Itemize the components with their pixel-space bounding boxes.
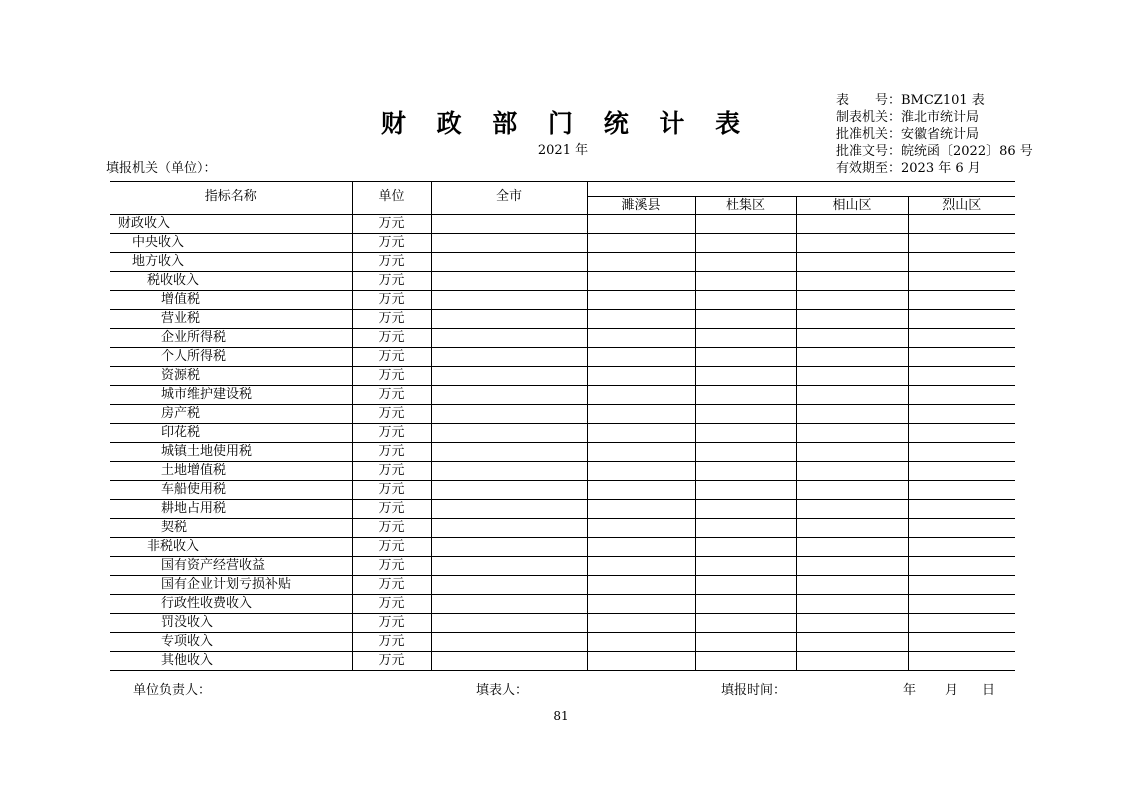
city-value-cell[interactable] (431, 462, 587, 481)
district-value-cell-suixi[interactable] (587, 234, 695, 253)
unit-cell: 万元 (352, 595, 431, 614)
table-row (110, 234, 1015, 253)
reporting-unit-label: 填报机关（单位）： (106, 161, 217, 176)
district-value-cell-lieshan[interactable] (908, 405, 1015, 424)
indicator-name-cell: 土地增值税 (110, 462, 352, 481)
city-value-cell[interactable] (431, 538, 587, 557)
meta-approving-agency: 批准机关：安徽省统计局 (836, 127, 980, 142)
table-row (110, 348, 1015, 367)
district-value-cell-suixi[interactable] (587, 405, 695, 424)
year-label: 年 (903, 683, 917, 698)
header-unit: 单位 (352, 182, 431, 215)
district-value-cell-lieshan[interactable] (908, 519, 1015, 538)
indicator-name-cell: 营业税 (110, 310, 352, 329)
meta-approval-document: 批准文号：皖统函〔2022〕86 号 (836, 144, 1033, 159)
district-value-cell-xiangshan[interactable] (796, 481, 908, 500)
table-row (110, 614, 1015, 633)
district-value-cell-suixi[interactable] (587, 386, 695, 405)
district-value-cell-lieshan[interactable] (908, 348, 1015, 367)
table-row (110, 500, 1015, 519)
filler-label: 填表人： (476, 683, 529, 698)
district-value-cell-duji[interactable] (695, 538, 796, 557)
district-value-cell-duji[interactable] (695, 481, 796, 500)
district-value-cell-duji[interactable] (695, 443, 796, 462)
district-value-cell-lieshan[interactable] (908, 481, 1015, 500)
city-value-cell[interactable] (431, 633, 587, 652)
city-value-cell[interactable] (431, 215, 587, 234)
district-value-cell-duji[interactable] (695, 500, 796, 519)
unit-cell: 万元 (352, 272, 431, 291)
fill-time-label: 填报时间： (721, 683, 787, 698)
district-value-cell-duji[interactable] (695, 424, 796, 443)
indicator-name-cell: 耕地占用税 (110, 500, 352, 519)
table-row (110, 405, 1015, 424)
district-value-cell-duji[interactable] (695, 253, 796, 272)
district-value-cell-duji[interactable] (695, 386, 796, 405)
district-value-cell-lieshan[interactable] (908, 595, 1015, 614)
district-value-cell-suixi[interactable] (587, 614, 695, 633)
district-value-cell-suixi[interactable] (587, 595, 695, 614)
indicator-name-cell: 城市维护建设税 (110, 386, 352, 405)
district-value-cell-suixi[interactable] (587, 291, 695, 310)
district-value-cell-suixi[interactable] (587, 500, 695, 519)
district-value-cell-xiangshan[interactable] (796, 253, 908, 272)
district-value-cell-lieshan[interactable] (908, 215, 1015, 234)
district-value-cell-duji[interactable] (695, 519, 796, 538)
district-value-cell-xiangshan[interactable] (796, 538, 908, 557)
city-value-cell[interactable] (431, 614, 587, 633)
district-value-cell-xiangshan[interactable] (796, 310, 908, 329)
day-label: 日 (982, 683, 996, 698)
indicator-name-cell: 个人所得税 (110, 348, 352, 367)
district-value-cell-duji[interactable] (695, 215, 796, 234)
table-row (110, 215, 1015, 234)
statistics-table (110, 181, 1015, 671)
indicator-name-cell: 资源税 (110, 367, 352, 386)
unit-cell: 万元 (352, 367, 431, 386)
city-value-cell[interactable] (431, 481, 587, 500)
district-value-cell-suixi[interactable] (587, 557, 695, 576)
district-value-cell-xiangshan[interactable] (796, 595, 908, 614)
district-value-cell-suixi[interactable] (587, 310, 695, 329)
unit-cell: 万元 (352, 253, 431, 272)
table-row (110, 595, 1015, 614)
table-row (110, 481, 1015, 500)
district-value-cell-duji[interactable] (695, 329, 796, 348)
district-value-cell-suixi[interactable] (587, 272, 695, 291)
district-value-cell-lieshan[interactable] (908, 272, 1015, 291)
table-row (110, 272, 1015, 291)
district-value-cell-lieshan[interactable] (908, 652, 1015, 671)
table-row (110, 291, 1015, 310)
district-value-cell-duji[interactable] (695, 614, 796, 633)
district-value-cell-suixi[interactable] (587, 424, 695, 443)
district-value-cell-duji[interactable] (695, 652, 796, 671)
district-value-cell-duji[interactable] (695, 310, 796, 329)
table-row (110, 386, 1015, 405)
indicator-name-cell: 财政收入 (110, 215, 352, 234)
table-row (110, 633, 1015, 652)
district-value-cell-suixi[interactable] (587, 215, 695, 234)
header-indicator: 指标名称 (110, 182, 352, 215)
district-value-cell-xiangshan[interactable] (796, 424, 908, 443)
unit-cell: 万元 (352, 424, 431, 443)
table-row (110, 538, 1015, 557)
unit-cell: 万元 (352, 348, 431, 367)
unit-cell: 万元 (352, 481, 431, 500)
district-value-cell-lieshan[interactable] (908, 614, 1015, 633)
header-district-xiangshan: 相山区 (796, 197, 908, 215)
district-value-cell-lieshan[interactable] (908, 424, 1015, 443)
district-value-cell-xiangshan[interactable] (796, 652, 908, 671)
district-value-cell-suixi[interactable] (587, 367, 695, 386)
district-value-cell-duji[interactable] (695, 557, 796, 576)
district-value-cell-duji[interactable] (695, 234, 796, 253)
unit-cell: 万元 (352, 614, 431, 633)
table-row (110, 443, 1015, 462)
district-value-cell-xiangshan[interactable] (796, 386, 908, 405)
district-value-cell-duji[interactable] (695, 595, 796, 614)
city-value-cell[interactable] (431, 253, 587, 272)
district-value-cell-xiangshan[interactable] (796, 234, 908, 253)
header-district-suixi: 濉溪县 (587, 197, 695, 215)
district-value-cell-xiangshan[interactable] (796, 329, 908, 348)
district-value-cell-suixi[interactable] (587, 443, 695, 462)
indicator-name-cell: 增值税 (110, 291, 352, 310)
city-value-cell[interactable] (431, 576, 587, 595)
district-value-cell-xiangshan[interactable] (796, 215, 908, 234)
district-value-cell-xiangshan[interactable] (796, 405, 908, 424)
table-row (110, 310, 1015, 329)
unit-cell: 万元 (352, 310, 431, 329)
unit-cell: 万元 (352, 291, 431, 310)
unit-cell: 万元 (352, 386, 431, 405)
indicator-name-cell: 印花税 (110, 424, 352, 443)
table-row (110, 329, 1015, 348)
table-row (110, 462, 1015, 481)
city-value-cell[interactable] (431, 424, 587, 443)
indicator-name-cell: 国有企业计划亏损补贴 (110, 576, 352, 595)
district-value-cell-xiangshan[interactable] (796, 462, 908, 481)
indicator-name-cell: 国有资产经营收益 (110, 557, 352, 576)
month-label: 月 (945, 683, 959, 698)
city-value-cell[interactable] (431, 519, 587, 538)
city-value-cell[interactable] (431, 386, 587, 405)
city-value-cell[interactable] (431, 310, 587, 329)
district-value-cell-duji[interactable] (695, 348, 796, 367)
district-value-cell-xiangshan[interactable] (796, 576, 908, 595)
meta-issuing-agency: 制表机关：淮北市统计局 (836, 110, 980, 125)
unit-cell: 万元 (352, 633, 431, 652)
table-row (110, 557, 1015, 576)
district-value-cell-duji[interactable] (695, 405, 796, 424)
unit-cell: 万元 (352, 462, 431, 481)
district-value-cell-lieshan[interactable] (908, 500, 1015, 519)
unit-cell: 万元 (352, 519, 431, 538)
district-value-cell-xiangshan[interactable] (796, 519, 908, 538)
indicator-name-cell: 罚没收入 (110, 614, 352, 633)
district-value-cell-lieshan[interactable] (908, 633, 1015, 652)
district-value-cell-duji[interactable] (695, 272, 796, 291)
district-value-cell-lieshan[interactable] (908, 386, 1015, 405)
meta-valid-until: 有效期至：2023 年 6 月 (836, 161, 981, 176)
meta-form-number: 表 号：BMCZ101 表 (836, 93, 985, 108)
indicator-name-cell: 地方收入 (110, 253, 352, 272)
district-value-cell-suixi[interactable] (587, 462, 695, 481)
table-row (110, 576, 1015, 595)
unit-cell: 万元 (352, 215, 431, 234)
district-value-cell-duji[interactable] (695, 633, 796, 652)
indicator-name-cell: 中央收入 (110, 234, 352, 253)
table-row (110, 253, 1015, 272)
city-value-cell[interactable] (431, 291, 587, 310)
indicator-name-cell: 专项收入 (110, 633, 352, 652)
district-value-cell-xiangshan[interactable] (796, 614, 908, 633)
district-value-cell-suixi[interactable] (587, 481, 695, 500)
header-district-group (587, 182, 1015, 197)
district-value-cell-xiangshan[interactable] (796, 443, 908, 462)
indicator-name-cell: 车船使用税 (110, 481, 352, 500)
indicator-name-cell: 行政性收费收入 (110, 595, 352, 614)
district-value-cell-lieshan[interactable] (908, 234, 1015, 253)
table-row (110, 652, 1015, 671)
district-value-cell-duji[interactable] (695, 291, 796, 310)
indicator-name-cell: 其他收入 (110, 652, 352, 671)
district-value-cell-duji[interactable] (695, 576, 796, 595)
district-value-cell-duji[interactable] (695, 367, 796, 386)
page-number: 81 (553, 709, 569, 723)
form-title: 财 政 部 门 统 计 表 (380, 109, 752, 138)
city-value-cell[interactable] (431, 595, 587, 614)
district-value-cell-xiangshan[interactable] (796, 291, 908, 310)
header-district-duji: 杜集区 (695, 197, 796, 215)
district-value-cell-suixi[interactable] (587, 538, 695, 557)
district-value-cell-lieshan[interactable] (908, 253, 1015, 272)
table-row (110, 367, 1015, 386)
table-row (110, 424, 1015, 443)
city-value-cell[interactable] (431, 405, 587, 424)
header-district-lieshan: 烈山区 (908, 197, 1015, 215)
indicator-name-cell: 城镇土地使用税 (110, 443, 352, 462)
district-value-cell-lieshan[interactable] (908, 291, 1015, 310)
indicator-name-cell: 税收收入 (110, 272, 352, 291)
district-value-cell-lieshan[interactable] (908, 310, 1015, 329)
city-value-cell[interactable] (431, 652, 587, 671)
district-value-cell-lieshan[interactable] (908, 367, 1015, 386)
district-value-cell-xiangshan[interactable] (796, 633, 908, 652)
unit-cell: 万元 (352, 576, 431, 595)
city-value-cell[interactable] (431, 329, 587, 348)
district-value-cell-xiangshan[interactable] (796, 348, 908, 367)
report-year: 2021 年 (537, 143, 589, 158)
district-value-cell-suixi[interactable] (587, 348, 695, 367)
city-value-cell[interactable] (431, 348, 587, 367)
unit-cell: 万元 (352, 443, 431, 462)
district-value-cell-xiangshan[interactable] (796, 272, 908, 291)
unit-cell: 万元 (352, 329, 431, 348)
district-value-cell-xiangshan[interactable] (796, 557, 908, 576)
indicator-name-cell: 企业所得税 (110, 329, 352, 348)
district-value-cell-lieshan[interactable] (908, 557, 1015, 576)
district-value-cell-suixi[interactable] (587, 329, 695, 348)
city-value-cell[interactable] (431, 367, 587, 386)
city-value-cell[interactable] (431, 272, 587, 291)
city-value-cell[interactable] (431, 443, 587, 462)
unit-cell: 万元 (352, 405, 431, 424)
unit-cell: 万元 (352, 500, 431, 519)
indicator-name-cell: 非税收入 (110, 538, 352, 557)
district-value-cell-lieshan[interactable] (908, 576, 1015, 595)
district-value-cell-lieshan[interactable] (908, 329, 1015, 348)
unit-head-label: 单位负责人： (133, 683, 212, 698)
district-value-cell-xiangshan[interactable] (796, 367, 908, 386)
table-row (110, 519, 1015, 538)
district-value-cell-duji[interactable] (695, 462, 796, 481)
city-value-cell[interactable] (431, 234, 587, 253)
district-value-cell-lieshan[interactable] (908, 443, 1015, 462)
district-value-cell-suixi[interactable] (587, 652, 695, 671)
table-body (110, 215, 1015, 671)
district-value-cell-suixi[interactable] (587, 519, 695, 538)
unit-cell: 万元 (352, 557, 431, 576)
form-metadata (836, 92, 1033, 177)
district-value-cell-suixi[interactable] (587, 633, 695, 652)
city-value-cell[interactable] (431, 500, 587, 519)
district-value-cell-lieshan[interactable] (908, 538, 1015, 557)
district-value-cell-suixi[interactable] (587, 253, 695, 272)
city-value-cell[interactable] (431, 557, 587, 576)
district-value-cell-lieshan[interactable] (908, 462, 1015, 481)
district-value-cell-xiangshan[interactable] (796, 500, 908, 519)
district-value-cell-suixi[interactable] (587, 576, 695, 595)
unit-cell: 万元 (352, 234, 431, 253)
indicator-name-cell: 契税 (110, 519, 352, 538)
header-city: 全市 (431, 182, 587, 215)
indicator-name-cell: 房产税 (110, 405, 352, 424)
unit-cell: 万元 (352, 652, 431, 671)
unit-cell: 万元 (352, 538, 431, 557)
